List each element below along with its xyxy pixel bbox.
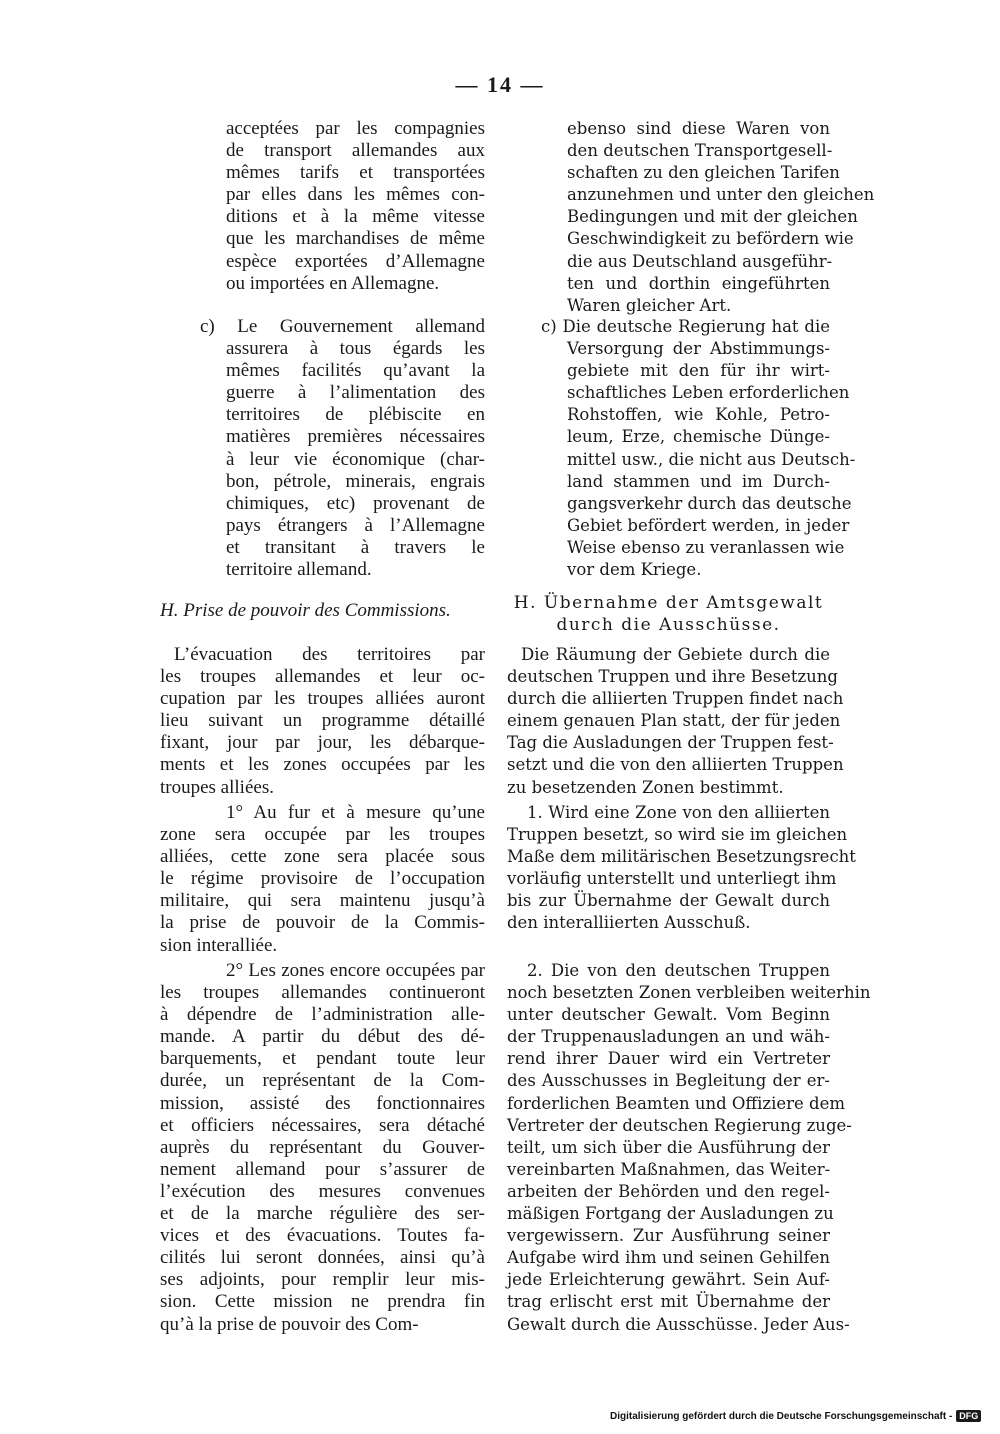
text-line: einem genauen Plan statt, der für jeden <box>507 711 841 731</box>
text-line: ebenso sind diese Waren von <box>567 119 830 138</box>
text-line: vorläufig unterstellt und unterliegt ihm <box>507 869 837 889</box>
text-line: den deutschen Transportgesell- <box>567 141 833 161</box>
text-line: par elles dans les mêmes con- <box>226 184 485 206</box>
text-line: cilités lui seront données, ainsi qu’à <box>160 1247 485 1269</box>
text-line: teilt, um sich über die Ausführung der <box>507 1137 830 1157</box>
text-line: mittel usw., die nicht aus Deutsch- <box>567 449 856 469</box>
text-line: durée, un représentant de la Com- <box>160 1070 485 1092</box>
text-line: assurera à tous égards les <box>226 338 485 360</box>
text-line: vices et des évacuations. Toutes fa- <box>160 1225 485 1247</box>
text-line: land stammen und im Durch- <box>567 471 830 491</box>
text-line: et officiers nécessaires, sera détaché <box>160 1114 485 1136</box>
text-line: fixant, jour par jour, les débarque- <box>160 732 485 754</box>
text-line: Bedingungen und mit der gleichen <box>567 207 858 227</box>
fr-para-2 <box>160 960 485 1336</box>
text-line: l’exécution des mesures convenues <box>160 1180 485 1202</box>
text-line: 2. Die von den deutschen Truppen <box>527 961 830 980</box>
text-line: vergewissern. Zur Ausführung seiner <box>507 1226 830 1246</box>
text-line: militaire, qui sera maintenu jusqu’à <box>160 890 485 912</box>
text-line: espèce exportées d’Allemagne <box>226 250 485 272</box>
text-line: à leur vie économique (char- <box>226 448 485 470</box>
text-line: unter deutscher Gewalt. Vom Beginn <box>507 1005 830 1025</box>
text-line: cupation par les troupes alliées auront <box>160 688 485 710</box>
text-line: mêmes tarifs et transportées <box>226 162 485 184</box>
text-line: gebiete mit den für ihr wirt- <box>567 361 830 381</box>
text-line: c) Le Gouvernement allemand <box>200 316 485 337</box>
text-line: Vertreter der deutschen Regierung zuge- <box>507 1115 852 1135</box>
text-line: Geschwindigkeit zu befördern wie <box>567 229 854 249</box>
text-line: ten und dorthin eingeführten <box>567 273 830 293</box>
text-line: troupes alliées. <box>160 776 274 798</box>
text-line: les troupes allemandes et leur oc- <box>160 666 485 688</box>
text-line: bis zur Übernahme der Gewalt durch <box>507 891 830 911</box>
text-line: jede Erleichterung gewährt. Sein Auf- <box>507 1270 830 1290</box>
text-line: barquements, et pendant toute leur <box>160 1048 485 1070</box>
text-line: bon, pétrole, minerais, engrais <box>226 470 485 492</box>
text-line: de transport allemandes aux <box>226 140 485 162</box>
text-line: vor dem Kriege. <box>567 560 702 580</box>
text-line: qu’à la prise de pouvoir des Com- <box>160 1313 419 1335</box>
de-para-a-continuation <box>567 118 875 317</box>
text-line: mande. A partir du début des dé- <box>160 1026 485 1048</box>
text-line: sion. Cette mission ne prendra fin <box>160 1291 485 1313</box>
text-line: 1° Au fur et à mesure qu’une <box>226 802 485 823</box>
de-para-intro <box>507 644 844 799</box>
text-line: gangsverkehr durch das deutsche <box>567 493 852 513</box>
text-line: noch besetzten Zonen verbleiben weiterhin <box>507 983 871 1003</box>
text-line: mäßigen Fortgang der Ausladungen zu <box>507 1204 834 1224</box>
text-line: à dépendre de l’administration alle- <box>160 1004 485 1026</box>
text-line: Gebiet befördert werden, in jeder <box>567 515 850 535</box>
fr-heading-h: H. Prise de pouvoir des Commissions. <box>160 600 451 621</box>
de-para-2 <box>507 960 871 1336</box>
text-line: arbeiten der Behörden und den regel- <box>507 1181 830 1201</box>
text-line: auprès du représentant du Gouver- <box>160 1136 485 1158</box>
text-line: le régime provisoire de l’occupation <box>160 868 485 890</box>
de-heading-h <box>507 592 830 636</box>
text-line: ments et les zones occupées par les <box>160 754 485 776</box>
text-line: acceptées par les compagnies <box>226 118 485 139</box>
text-line: zone sera occupée par les troupes <box>160 824 485 846</box>
fr-para-c <box>200 316 485 581</box>
text-line: territoires de plébiscite en <box>226 404 485 426</box>
text-line: der Truppenausladungen an und wäh- <box>507 1027 830 1047</box>
text-line: ou importées en Allemagne. <box>226 272 440 294</box>
text-line: que les marchandises de même <box>226 228 485 250</box>
text-line: chimiques, etc) provenant de <box>226 492 485 514</box>
text-line: ditions et à la même vitesse <box>226 206 485 228</box>
text-line: et transitant à travers le <box>226 536 485 558</box>
text-line: vereinbarten Maßnahmen, das Weiter- <box>507 1159 831 1179</box>
text-line: deutschen Truppen und ihre Besetzung <box>507 667 838 687</box>
text-line: matières premières nécessaires <box>226 426 485 448</box>
text-line: schaftliches Leben erforderlichen <box>567 383 850 403</box>
text-line: 2° Les zones encore occupées par <box>226 960 485 981</box>
text-line: la prise de pouvoir de la Commis- <box>160 912 485 934</box>
footer-attribution <box>610 1410 981 1422</box>
text-line: nement allemand pour s’assurer de <box>160 1158 485 1180</box>
text-line: Truppen besetzt, so wird sie im gleichen <box>507 825 848 845</box>
text-line: Rohstoffen, wie Kohle, Petro- <box>567 405 830 425</box>
text-line: guerre à l’alimentation des <box>226 382 485 404</box>
text-line: zu besetzenden Zonen bestimmt. <box>507 777 784 797</box>
footer-text: Digitalisierung gefördert durch die Deutsche Forschungsgemeinschaft - <box>610 1410 953 1422</box>
text-line: territoire allemand. <box>226 559 372 581</box>
text-line: lieu suivant un programme détaillé <box>160 710 485 732</box>
text-line: mission, assisté des fonctionnaires <box>160 1092 485 1114</box>
text-line: trag erlischt erst mit Übernahme der <box>507 1292 830 1312</box>
text-line: Versorgung der Abstimmungs- <box>567 339 830 359</box>
text-line: Waren gleicher Art. <box>567 295 732 315</box>
text-line: durch die alliierten Truppen findet nach <box>507 689 844 709</box>
text-line: des Ausschusses in Begleitung der er- <box>507 1071 830 1091</box>
page-number: — 14 — <box>455 72 545 97</box>
text-line: Maße dem militärischen Besetzungsrecht <box>507 847 856 867</box>
text-line: L’évacuation des territoires par <box>174 644 485 665</box>
text-line: anzunehmen und unter den gleichen <box>567 185 875 205</box>
text-line: les troupes allemandes continueront <box>160 982 485 1004</box>
text-line: sion interalliée. <box>160 934 278 956</box>
text-line: 1. Wird eine Zone von den alliierten <box>527 803 830 822</box>
fr-para-1 <box>160 802 485 957</box>
text-line: alliées, cette zone sera placée sous <box>160 846 485 868</box>
text-line: H. Übernahme der Amtsgewalt <box>513 593 824 613</box>
de-para-1 <box>507 802 856 935</box>
text-line: durch die Ausschüsse. <box>556 615 781 636</box>
text-line: c) Die deutsche Regierung hat die <box>541 317 830 336</box>
text-line: Weise ebenso zu veranlassen wie <box>567 537 845 557</box>
fr-para-a-continuation <box>226 118 485 295</box>
text-line: schaften zu den gleichen Tarifen <box>567 163 840 183</box>
text-line: forderlichen Beamten und Offiziere dem <box>507 1093 846 1113</box>
text-line: den interalliierten Ausschuß. <box>507 913 751 933</box>
text-line: Aufgabe wird ihm und seinen Gehilfen <box>507 1248 830 1268</box>
dfg-logo: DFG <box>956 1410 981 1422</box>
text-line: setzt und die von den alliierten Truppen <box>507 755 844 775</box>
text-line: Tag die Ausladungen der Truppen fest- <box>507 733 834 753</box>
fr-para-intro <box>160 644 485 799</box>
text-line: Gewalt durch die Ausschüsse. Jeder Aus- <box>507 1314 850 1334</box>
text-line: pays étrangers à l’Allemagne <box>226 514 485 536</box>
text-line: rend ihrer Dauer wird ein Vertreter <box>507 1049 830 1069</box>
text-line: mêmes facilités qu’avant la <box>226 360 485 382</box>
text-line: die aus Deutschland ausgeführ- <box>567 251 833 271</box>
text-line: et de la marche régulière des ser- <box>160 1203 485 1225</box>
de-para-c <box>541 316 856 581</box>
text-line: leum, Erze, chemische Dünge- <box>567 427 830 447</box>
text-line: ses adjoints, pour remplir leur mis- <box>160 1269 485 1291</box>
text-line: Die Räumung der Gebiete durch die <box>521 645 830 664</box>
